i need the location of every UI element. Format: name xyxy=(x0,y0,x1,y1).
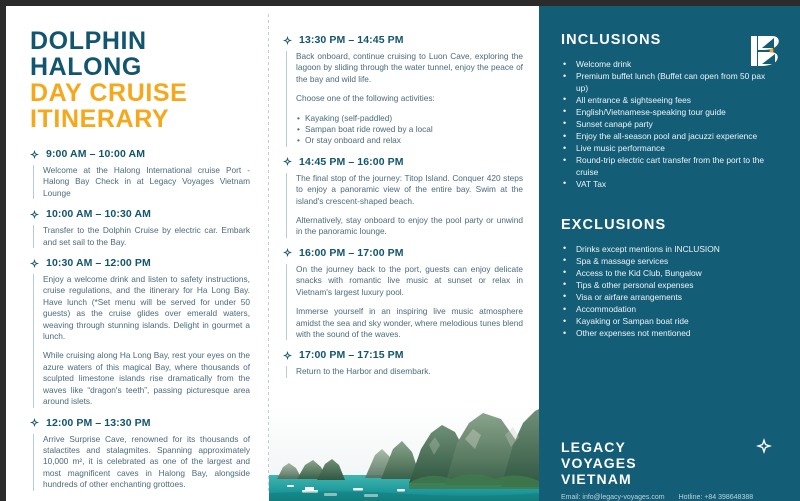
panel-list-item: • Accommodation xyxy=(561,304,778,316)
diamond-bullet-icon xyxy=(30,259,39,268)
event-description xyxy=(33,165,250,199)
itinerary-event xyxy=(283,349,523,377)
middle-column xyxy=(269,6,539,501)
panel-list-item: • VAT Tax xyxy=(561,179,778,191)
exclusions-list xyxy=(561,244,778,340)
panel-list-item: • Spa & massage services xyxy=(561,256,778,268)
itinerary-event xyxy=(283,34,523,147)
event-paragraph: Enjoy a welcome drink and listen to safety instructions, cruise regulations, and the itinerary for Ha Long Bay. Have lunch (*Set menu will be served for under 50 guests) as the cruise glides over emerald waters, weaving through stunning islands. Delight in gourmet a lunch. xyxy=(43,274,250,342)
itinerary-event xyxy=(30,417,250,491)
itinerary-page xyxy=(6,6,800,501)
event-paragraph: While cruising along Ha Long Bay, rest your eyes on the azure waters of this magical Bay, where thousands of sculpted limestone islands rise dramatically from the waves like “dragon's teeth”, passing picturesque area around islets. xyxy=(43,350,250,407)
right-events-list xyxy=(283,34,523,378)
subtitle-line-1: DAY CRUISE xyxy=(30,79,188,107)
subtitle-line-2: ITINERARY xyxy=(30,105,170,133)
panel-list-item: • All entrance & sightseeing fees xyxy=(561,95,778,107)
event-time-label: 10:30 AM – 12:00 PM xyxy=(46,257,151,270)
left-events-list xyxy=(30,148,250,491)
event-paragraph: Immerse yourself in an inspiring live music atmosphere amidst the sea and sky wonder, where melodious tunes blend with the sound of the waves. xyxy=(296,306,523,339)
event-time-label: 17:00 PM – 17:15 PM xyxy=(299,349,404,362)
right-panel xyxy=(539,6,800,501)
panel-list-item: • Sunset canapé party xyxy=(561,119,778,131)
panel-list-item: • Live music performance xyxy=(561,143,778,155)
footer-email: Email: info@legacy-voyages.com xyxy=(561,494,665,501)
exclusions-heading: EXCLUSIONS xyxy=(561,216,667,233)
panel-list-item: • Other expenses not mentioned xyxy=(561,328,778,340)
itinerary-event xyxy=(283,156,523,238)
event-time xyxy=(30,257,250,269)
event-time xyxy=(283,349,523,361)
panel-spacer xyxy=(561,195,778,217)
itinerary-event xyxy=(30,208,250,248)
event-time-label: 14:45 PM – 16:00 PM xyxy=(299,155,404,168)
title-line-2: HALONG xyxy=(30,53,142,81)
event-time xyxy=(283,156,523,168)
event-paragraph: Return to the Harbor and disembark. xyxy=(296,366,431,377)
event-time xyxy=(283,247,523,259)
diamond-bullet-icon xyxy=(283,351,292,360)
event-time xyxy=(283,34,523,46)
event-time xyxy=(30,208,250,220)
event-time xyxy=(30,148,250,160)
left-column xyxy=(6,6,268,501)
event-description xyxy=(286,366,523,377)
event-description xyxy=(33,274,250,407)
itinerary-event xyxy=(30,257,250,407)
footer-brand xyxy=(561,439,637,487)
event-paragraph: Transfer to the Dolphin Cruise by electric car. Embark and set sail to the Bay. xyxy=(43,225,250,247)
footer-contact xyxy=(561,494,753,501)
event-option-item: • Or stay onboard and relax xyxy=(296,135,523,146)
itinerary-event xyxy=(283,247,523,340)
event-time xyxy=(30,417,250,429)
diamond-bullet-icon xyxy=(283,157,292,166)
diamond-bullet-icon xyxy=(283,248,292,257)
itinerary-event xyxy=(30,148,250,199)
footer-hotline: Hotline: +84 398648388 xyxy=(678,494,754,501)
panel-list-item: • English/Vietnamese-speaking tour guide xyxy=(561,107,778,119)
page-title xyxy=(30,28,250,132)
event-options-list xyxy=(296,113,523,147)
inclusions-heading: INCLUSIONS xyxy=(561,32,662,48)
panel-list-item: • Welcome drink xyxy=(561,59,778,71)
footer-brand-line-1: LEGACY xyxy=(561,439,626,455)
event-paragraph: On the journey back to the port, guests can enjoy delicate snacks with romantic live music at sunset or relax in Vietnam's largest luxury pool. xyxy=(296,263,523,297)
diamond-bullet-icon xyxy=(30,210,39,219)
diamond-accent-icon xyxy=(756,438,772,459)
footer-brand-line-3: VIETNAM xyxy=(561,471,632,487)
panel-list-item: • Kayaking or Sampan boat ride xyxy=(561,316,778,328)
event-description xyxy=(33,434,250,491)
event-time-label: 10:00 AM – 10:30 AM xyxy=(46,208,151,221)
title-line-1: DOLPHIN xyxy=(30,27,147,55)
panel-list-item: • Tips & other personal expenses xyxy=(561,280,778,292)
panel-list-item: • Round-trip electric cart transfer from the port to the cruise xyxy=(561,155,778,178)
event-time-label: 16:00 PM – 17:00 PM xyxy=(299,246,404,259)
event-description xyxy=(286,173,523,238)
panel-list-item: • Visa or airfare arrangements xyxy=(561,292,778,304)
event-paragraph: Welcome at the Halong International cruise Port - Halong Bay Check in at Legacy Voyages Vietnam Lounge xyxy=(43,165,250,198)
event-paragraph: Alternatively, stay onboard to enjoy the pool party or unwind in the panoramic lounge. xyxy=(296,215,523,237)
event-option-item: • Sampan boat ride rowed by a local xyxy=(296,124,523,135)
event-time-label: 9:00 AM – 10:00 AM xyxy=(46,148,146,160)
panel-list-item: • Enjoy the all-season pool and jacuzzi experience xyxy=(561,131,778,143)
diamond-bullet-icon xyxy=(283,36,292,45)
event-time-label: 13:30 PM – 14:45 PM xyxy=(299,34,404,46)
panel-list-item: • Access to the Kid Club, Bungalow xyxy=(561,268,778,280)
panel-list-item: • Drinks except mentions in INCLUSION xyxy=(561,244,778,256)
event-time-label: 12:00 PM – 13:30 PM xyxy=(46,416,151,429)
diamond-bullet-icon xyxy=(30,150,39,159)
event-description xyxy=(286,264,523,340)
event-paragraph: The final stop of the journey: Titop Island. Conquer 420 steps to enjoy a panoramic view of the entire bay. Swim at the island's crescent-shaped beach. xyxy=(296,172,523,206)
event-paragraph: Back onboard, continue cruising to Luon Cave, exploring the lagoon by sliding through the water tunnel, enjoy the peace of the bay and wild life. xyxy=(296,51,523,84)
event-description xyxy=(33,225,250,248)
halong-bay-photo xyxy=(269,405,539,501)
diamond-bullet-icon xyxy=(30,418,39,427)
inclusions-list xyxy=(561,59,778,191)
event-paragraph: Arrive Surprise Cave, renowned for its thousands of stalactites and stalagmites. Spanning approximately 10,000 m², it is celebrated as one of the largest and most magnificent caves in Halong Bay, alongside hundreds of other enchanting grottoes. xyxy=(43,433,250,490)
event-paragraph: Choose one of the following activities: xyxy=(296,93,435,104)
footer-brand-line-2: VOYAGES xyxy=(561,455,637,471)
event-option-item: • Kayaking (self-paddled) xyxy=(296,113,523,124)
event-description xyxy=(286,51,523,147)
panel-list-item: • Premium buffet lunch (Buffet can open from 50 pax up) xyxy=(561,71,778,94)
